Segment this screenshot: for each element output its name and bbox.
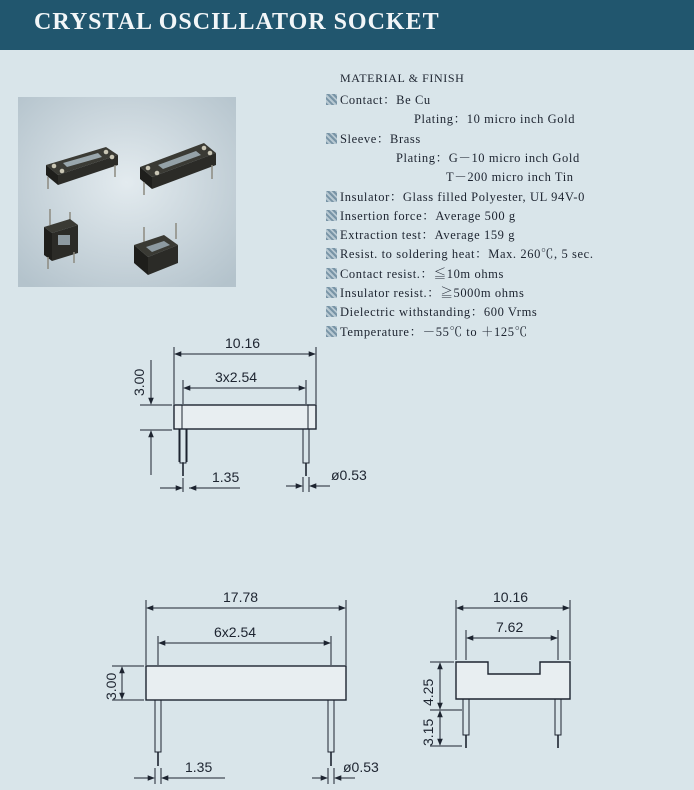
spec-sleeve-plating-g: Plating：G－10 micro inch Gold xyxy=(396,151,580,165)
spec-contact-resist: Contact resist.：≦10m ohms xyxy=(326,265,504,283)
spec-contact: Contact：Be Cu xyxy=(326,91,431,109)
dim-pin-offset-1: 1.35 xyxy=(212,469,240,485)
dim-width-1: 10.16 xyxy=(225,335,261,351)
dim-pin-dia-1: ø0.53 xyxy=(331,467,367,483)
dim-height-1: 3.00 xyxy=(131,368,147,396)
spec-insulator: Insulator：Glass filled Polyester, UL 94V-0 xyxy=(326,188,585,206)
spec-soldering-heat: Resist. to soldering heat：Max. 260℃, 5 sec. xyxy=(326,245,594,263)
dim-width-3: 10.16 xyxy=(493,589,529,605)
dim-pin-offset-2: 1.35 xyxy=(185,759,213,775)
dim-height-2: 3.00 xyxy=(103,672,119,700)
spec-extraction-test: Extraction test：Average 159 g xyxy=(326,226,515,244)
dim-pin-dia-2: ø0.53 xyxy=(343,759,379,775)
dim-body-height-3: 4.25 xyxy=(420,678,436,706)
spec-sleeve: Sleeve：Brass xyxy=(326,130,421,148)
dim-pin-length-3: 3.15 xyxy=(420,718,436,746)
spec-insertion-force: Insertion force：Average 500 g xyxy=(326,207,516,225)
spec-temperature: Temperature：－55℃ to ＋125℃ xyxy=(326,323,528,341)
page-title: CRYSTAL OSCILLATOR SOCKET xyxy=(34,9,440,35)
spec-contact-plating: Plating：10 micro inch Gold xyxy=(414,112,576,126)
spec-dielectric: Dielectric withstanding：600 Vrms xyxy=(326,303,537,321)
dim-pitch-1: 3x2.54 xyxy=(215,369,258,385)
dim-pitch-2: 6x2.54 xyxy=(214,624,257,640)
dim-inner-3: 7.62 xyxy=(496,619,524,635)
spec-sleeve-plating-t: T－200 micro inch Tin xyxy=(446,170,574,184)
specs-heading: MATERIAL & FINISH xyxy=(340,71,465,85)
spec-insulator-resist: Insulator resist.：≧5000m ohms xyxy=(326,284,524,302)
dim-width-2: 17.78 xyxy=(223,589,259,605)
